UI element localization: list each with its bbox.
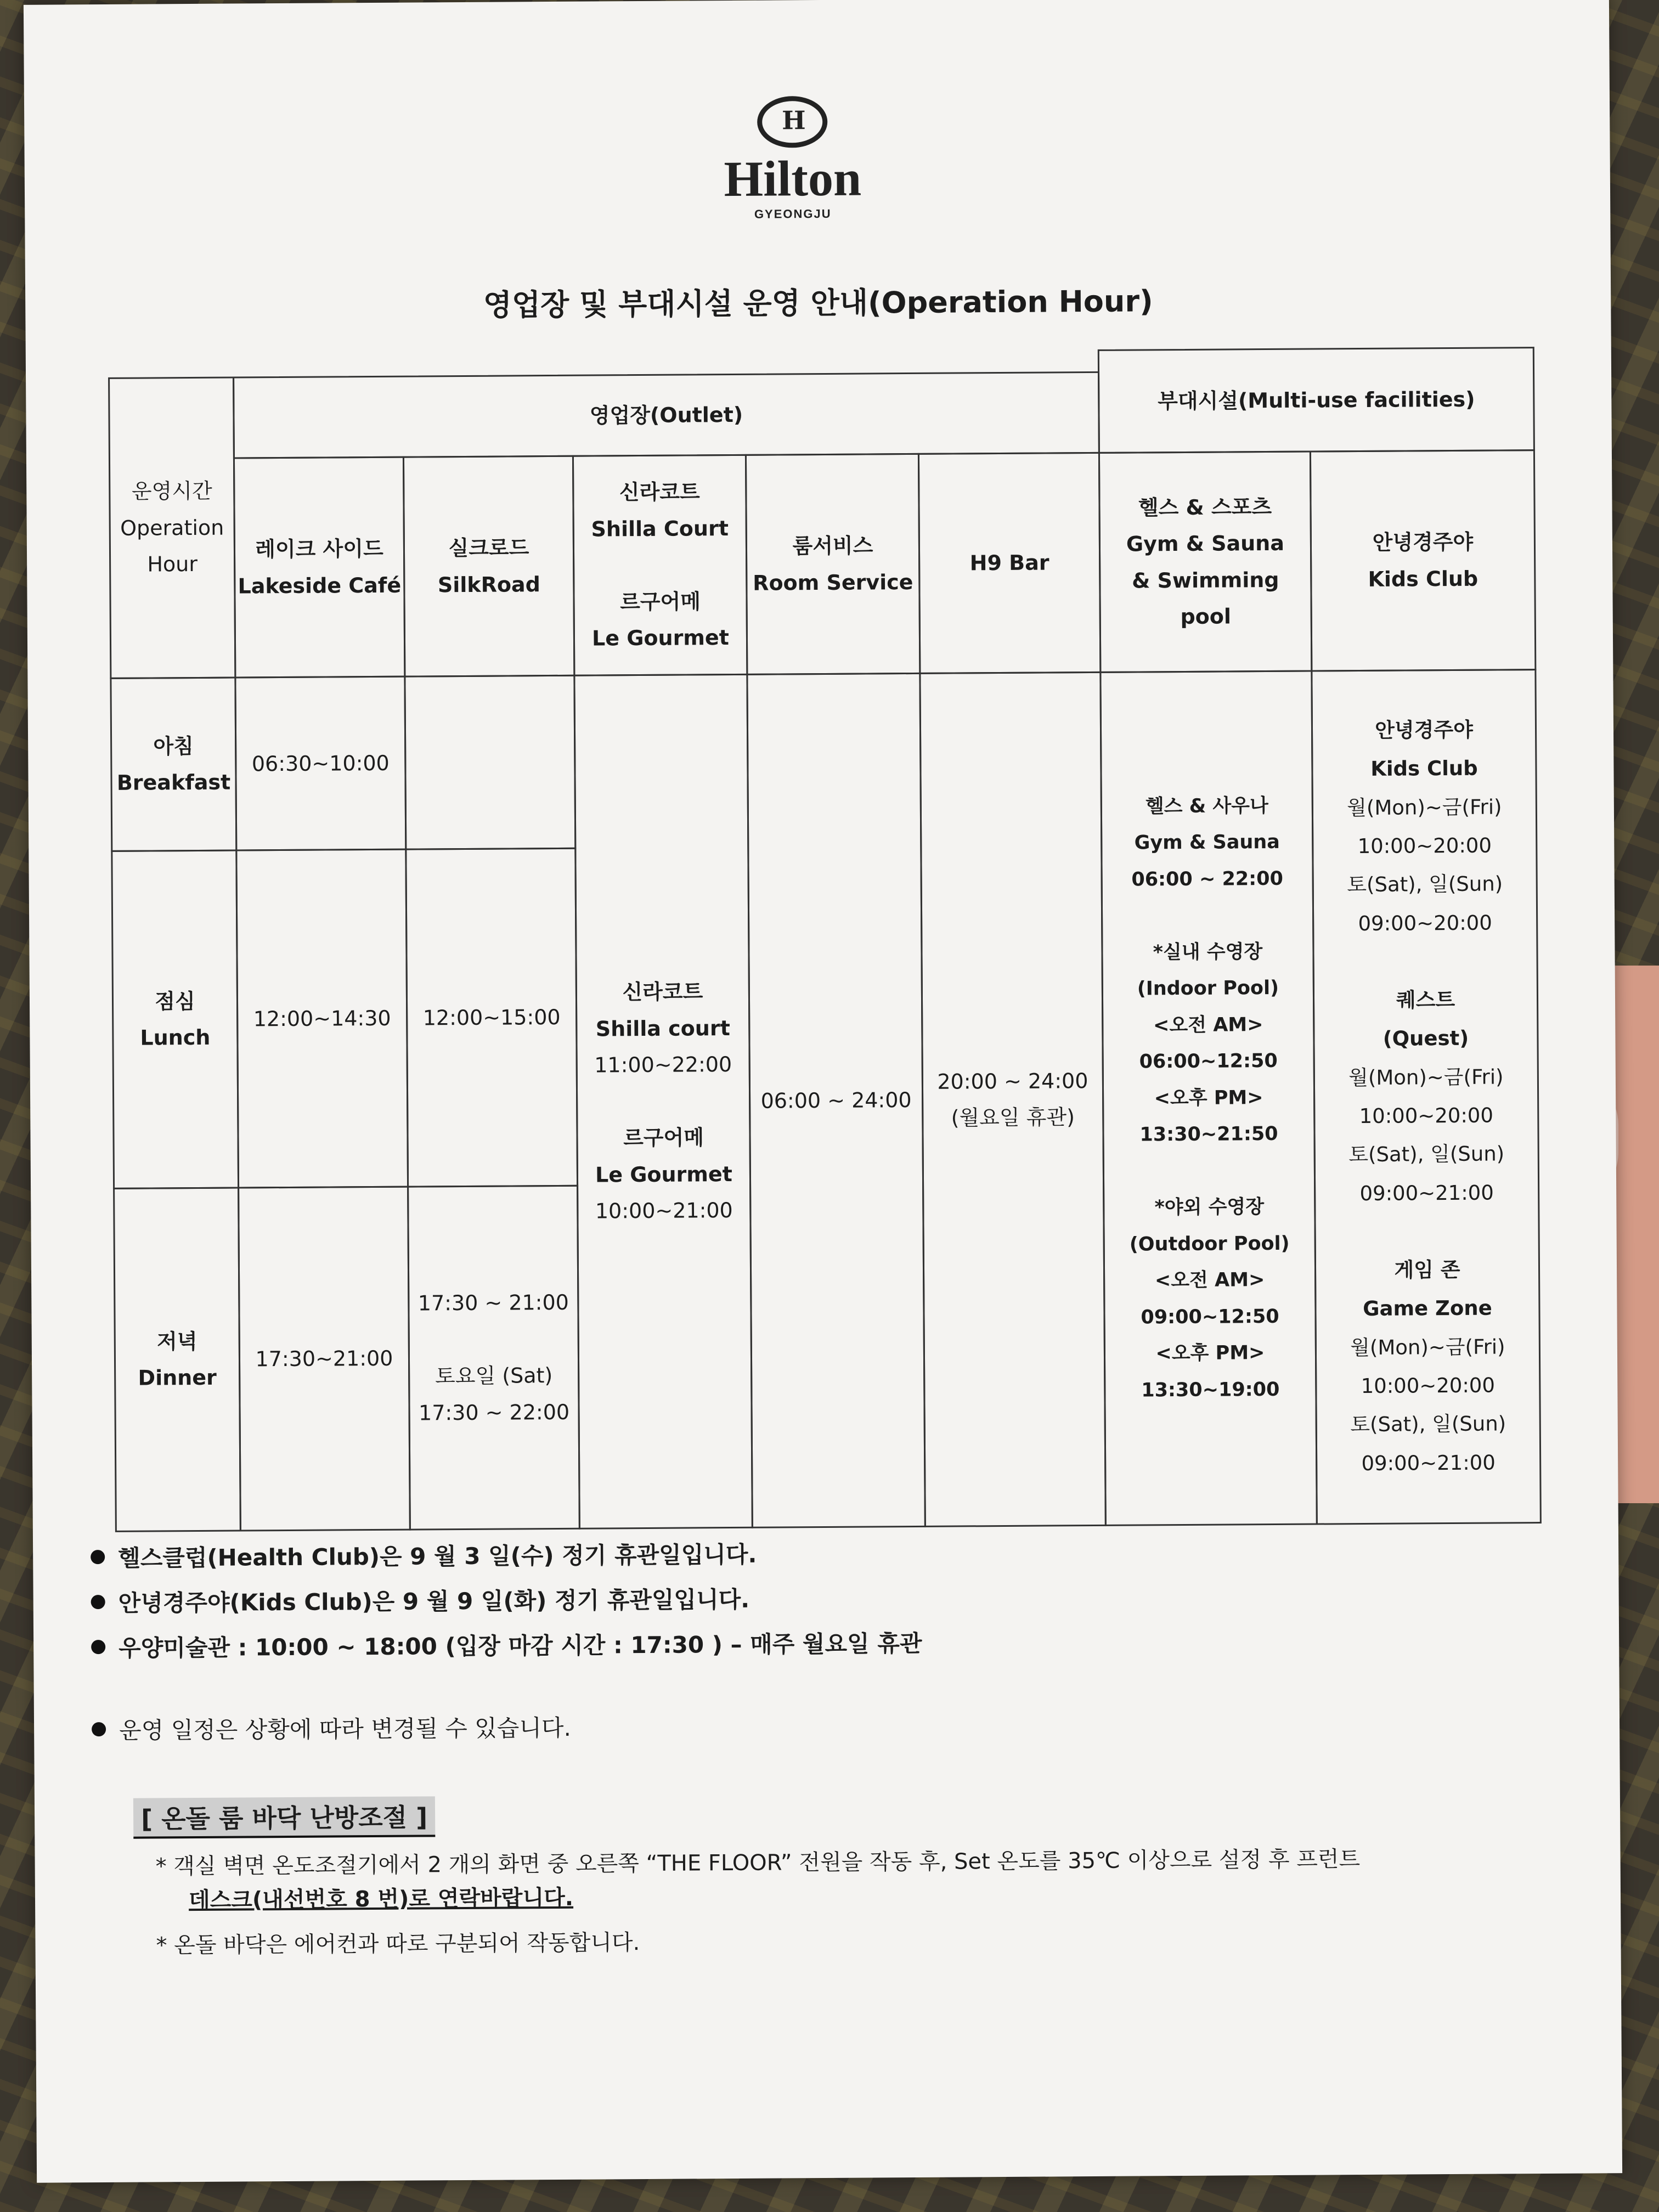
cell-line: Shilla court (595, 1015, 730, 1041)
floor-heating-line: * 객실 벽면 온도조절기에서 2 개의 화면 중 오른쪽 “THE FLOOR” 전원을 작동 후, Set 온도를 35℃ 이상으로 설정 후 프런트 (155, 1847, 1361, 1880)
gym-pool-hours (1099, 670, 1318, 1526)
cell-line: SilkRoad (437, 572, 540, 597)
silkroad-dinner-hours (407, 1185, 580, 1531)
floor-heating-line: * 온돌 바닥은 에어컨과 따로 구분되어 작동합니다. (156, 1930, 640, 1959)
cell-line: 월(Mon)~금(Fri) (1350, 1335, 1505, 1359)
note-text: 운영 일정은 상황에 따라 변경될 수 있습니다. (119, 1714, 572, 1744)
page-title: 영업장 및 부대시설 운영 안내(Operation Hour) (483, 284, 1153, 323)
h9-bar-hours (919, 672, 1107, 1527)
cell-line: (Indoor Pool) (1137, 977, 1279, 1000)
col-header-h9-bar (918, 452, 1101, 674)
cell-line: 09:00~21:00 (1361, 1451, 1496, 1475)
cell-line: 실크로드 (448, 535, 529, 561)
cell-line: 아침 (153, 733, 194, 758)
cell-line: 09:00~20:00 (1358, 911, 1492, 935)
paper-sheet (24, 0, 1622, 2183)
cell-line: 17:30 ~ 22:00 (418, 1400, 570, 1425)
cell-line (490, 1321, 497, 1358)
kids-club-hours (1311, 669, 1542, 1525)
cell-line: 신라코트 (619, 479, 700, 505)
cell-line: Le Gourmet (591, 625, 730, 651)
cell-line: 06:00~12:50 (1139, 1050, 1278, 1073)
cell-line: 르구어메 (620, 589, 701, 614)
corner-header (108, 377, 236, 679)
outlet-group-header: 영업장(Outlet) (233, 371, 1100, 459)
col-header-kids-club (1310, 449, 1536, 672)
cell-line: pool (1180, 604, 1232, 629)
cell-line: Operation (120, 515, 224, 540)
cell-line: Lakeside Café (238, 573, 402, 598)
logo-mark-letter: H (782, 105, 806, 136)
cell-line (1422, 943, 1429, 981)
logo-sub: GYEONGJU (754, 206, 832, 221)
cell-line: 헬스 & 사우나 (1145, 794, 1268, 818)
bullet-icon (91, 1595, 105, 1609)
cell-line: Le Gourmet (595, 1161, 732, 1187)
cell-line (656, 547, 664, 584)
cell-line: 토(Sat), 일(Sun) (1350, 1412, 1506, 1437)
cell-line: 게임 존 (1394, 1258, 1460, 1282)
cell-line: (Quest) (1383, 1026, 1469, 1051)
bullet-icon (91, 1550, 105, 1564)
cell-line: Breakfast (116, 770, 231, 795)
cell-line: Gym & Sauna (1134, 831, 1280, 854)
cell-line (1204, 898, 1211, 934)
cell-line: 10:00~20:00 (1359, 1103, 1494, 1128)
note-item (91, 1577, 1572, 1618)
lakeside-lunch-hours: 12:00~14:30 (235, 849, 409, 1189)
silkroad-breakfast-empty (404, 675, 576, 850)
note-item (92, 1704, 1573, 1746)
cell-line: Dinner (138, 1365, 217, 1390)
cell-line: 신라코트 (622, 979, 703, 1005)
cell-line: Room Service (753, 569, 913, 595)
cell-line: 06:00 ~ 22:00 (1131, 867, 1284, 891)
cell-line: Lunch (140, 1025, 211, 1050)
cell-line: 10:00~20:00 (1361, 1373, 1496, 1398)
lakeside-breakfast-hours: 06:30~10:00 (234, 676, 407, 851)
silkroad-lunch-hours: 12:00~15:00 (405, 848, 578, 1188)
cell-line: 월(Mon)~금(Fri) (1348, 1065, 1504, 1090)
cell-line: <오전 AM> (1154, 1269, 1265, 1292)
operation-hours-table (108, 347, 1542, 1532)
cell-line: 안녕경주야 (1372, 529, 1474, 555)
col-header-silkroad (403, 455, 575, 678)
cell-line: 토(Sat), 일(Sun) (1348, 1142, 1505, 1167)
facilities-group-header: 부대시설(Multi-use facilities) (1098, 347, 1535, 454)
cell-line: 09:00~21:00 (1359, 1181, 1494, 1205)
floor-heating-line: 데스크(내선번호 8 번)로 연락바랍니다. (188, 1885, 574, 1914)
cell-line: 안녕경주야 (1375, 718, 1474, 742)
row-label-dinner (113, 1187, 241, 1532)
shilla-court-hours (573, 674, 753, 1530)
cell-line: (Outdoor Pool) (1129, 1232, 1290, 1256)
cell-line: <오후 PM> (1154, 1086, 1263, 1110)
cell-line: 13:30~21:50 (1139, 1123, 1278, 1146)
cell-line: Hour (147, 552, 198, 577)
row-label-breakfast (110, 677, 237, 852)
lakeside-dinner-hours: 17:30~21:00 (238, 1186, 411, 1532)
cell-line: & Swimming (1132, 567, 1279, 593)
bullet-icon (92, 1722, 106, 1736)
cell-line: 월(Mon)~금(Fri) (1347, 795, 1502, 820)
cell-line: 헬스 & 스포츠 (1138, 494, 1272, 520)
cell-line: 11:00~22:00 (594, 1052, 732, 1077)
cell-line: Gym & Sauna (1126, 531, 1285, 556)
col-header-gym (1098, 451, 1312, 673)
cell-line: Kids Club (1368, 566, 1479, 591)
note-item (91, 1532, 1572, 1573)
col-header-room-service (745, 453, 921, 675)
cell-line: <오후 PM> (1155, 1342, 1265, 1365)
room-service-hours: 06:00 ~ 24:00 (746, 673, 926, 1528)
floor-heating-section (133, 1790, 1561, 1963)
cell-line: 르구어메 (623, 1125, 704, 1150)
cell-line: 09:00~12:50 (1141, 1305, 1279, 1329)
cell-line: 13:30~19:00 (1141, 1378, 1280, 1402)
cell-line: (월요일 휴관) (951, 1105, 1075, 1130)
hilton-logo (710, 95, 875, 222)
cell-line: Shilla Court (591, 516, 729, 541)
cell-line: 10:00~20:00 (1357, 833, 1492, 858)
col-header-lakeside (233, 456, 405, 679)
cell-line: H9 Bar (969, 550, 1049, 575)
cell-line (660, 1083, 667, 1120)
cell-line: 토요일 (Sat) (435, 1363, 553, 1389)
row-label-lunch (111, 850, 239, 1189)
cell-line (1424, 1212, 1430, 1251)
cell-line: 10:00~21:00 (595, 1198, 733, 1223)
cell-line: <오전 AM> (1153, 1013, 1263, 1037)
hilton-logo-icon (757, 96, 828, 148)
cell-line: 퀘스트 (1396, 988, 1455, 1012)
cell-line: *실내 수영장 (1153, 940, 1263, 964)
cell-line: Game Zone (1363, 1296, 1492, 1321)
note-text: 안녕경주야(Kids Club)은 9 월 9 일(화) 정기 휴관일입니다. (118, 1585, 750, 1617)
cell-line: 저녁 (156, 1329, 198, 1353)
note-text: 헬스클럽(Health Club)은 9 월 3 일(수) 정기 휴관일입니다. (118, 1541, 757, 1572)
cell-line: 점심 (155, 989, 195, 1013)
logo-name: Hilton (724, 150, 862, 207)
notes-list (91, 1532, 1573, 1758)
cell-line: 레이크 사이드 (255, 536, 383, 562)
note-text: 우양미술관 : 10:00 ~ 18:00 (입장 마감 시간 : 17:30 ) – 매주 월요일 휴관 (119, 1629, 922, 1662)
cell-line: 17:30 ~ 21:00 (417, 1290, 569, 1316)
cell-line: 20:00 ~ 24:00 (937, 1068, 1088, 1094)
cell-line: 운영시간 (131, 479, 212, 504)
note-item (91, 1622, 1572, 1663)
cell-line: 룸서비스 (792, 533, 873, 558)
cell-line: 토(Sat), 일(Sun) (1347, 872, 1503, 897)
cell-line (1206, 1153, 1213, 1189)
cell-line: *야외 수영장 (1154, 1196, 1265, 1219)
cell-line: Kids Club (1370, 757, 1478, 781)
bullet-icon (91, 1640, 105, 1654)
floor-heating-title: [ 온돌 룸 바닥 난방조절 ] (133, 1796, 435, 1838)
col-header-shilla-court (572, 454, 748, 676)
